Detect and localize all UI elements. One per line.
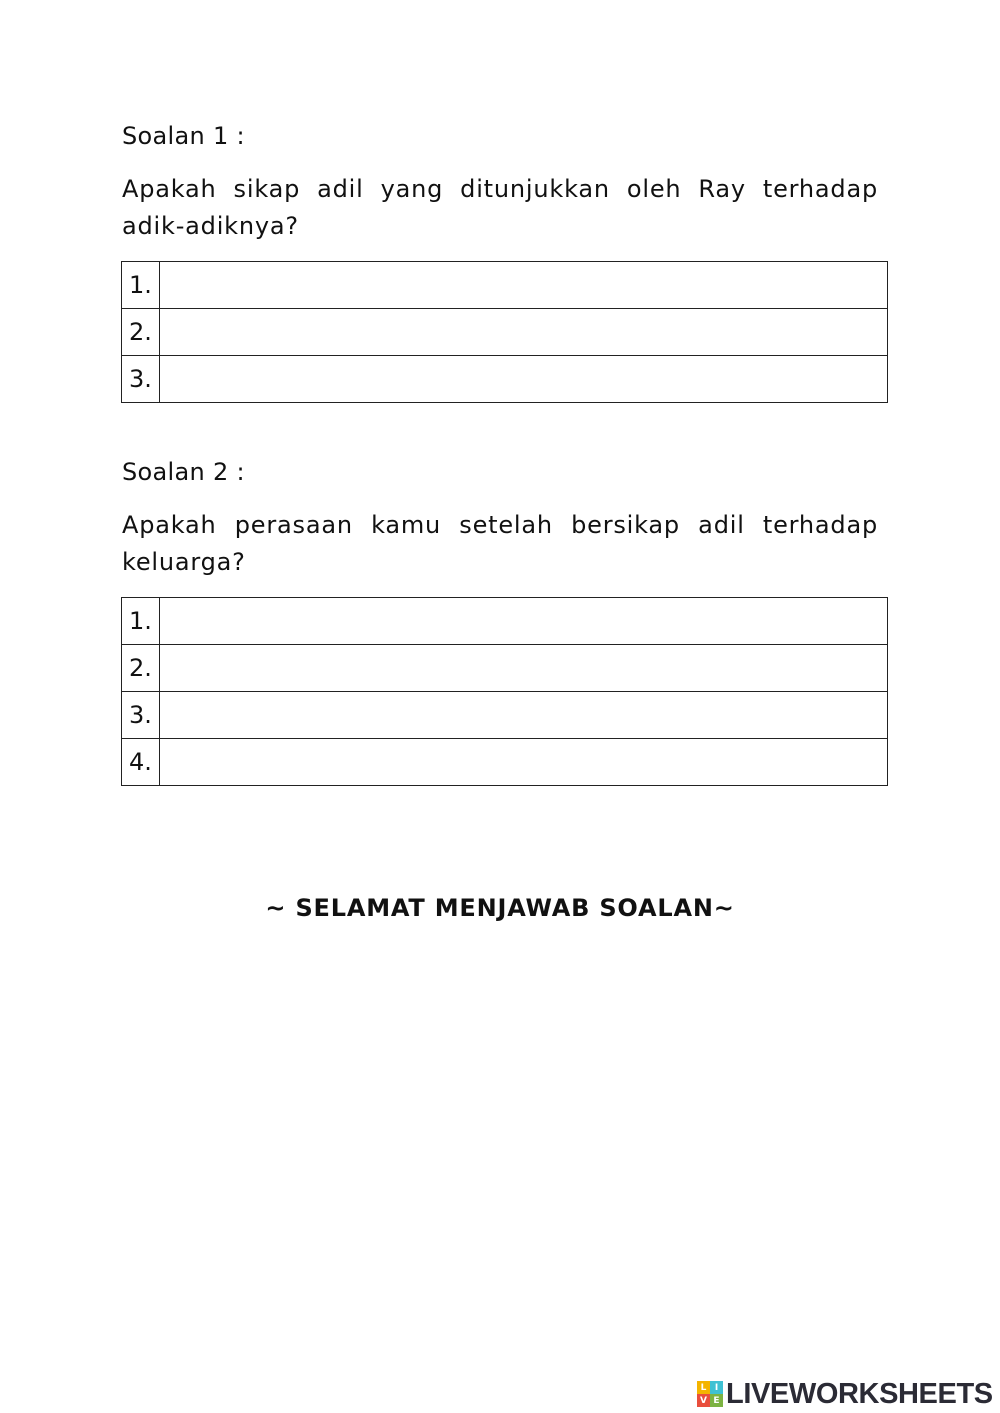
row-number: 1. [122,598,160,645]
table-row [122,356,888,403]
answer-field-2[interactable] [160,645,888,692]
row-number: 3. [122,692,160,739]
logo-tile: V [697,1394,710,1407]
table-row [122,262,888,309]
closing-message: ~ SELAMAT MENJAWAB SOALAN~ [265,894,735,922]
answer-field-3[interactable] [160,356,888,403]
row-number: 2. [122,309,160,356]
logo-tile: L [697,1381,710,1394]
question-1-text: Apakah sikap adil yang ditunjukkan oleh Ray terhadap adik-adiknya? [122,175,878,240]
logo-tile: E [710,1394,723,1407]
question-2-answer-table [121,597,888,786]
logo-tile: I [710,1381,723,1394]
table-row [122,309,888,356]
answer-field-4[interactable] [160,739,888,786]
answer-field-2[interactable] [160,309,888,356]
table-row [122,692,888,739]
row-number: 4. [122,739,160,786]
question-2-label: Soalan 2 : [122,458,245,486]
row-number: 2. [122,645,160,692]
question-1-label: Soalan 1 : [122,122,245,150]
liveworksheets-brand [697,1377,993,1410]
row-number: 1. [122,262,160,309]
answer-field-3[interactable] [160,692,888,739]
table-row [122,598,888,645]
question-2-text: Apakah perasaan kamu setelah bersikap adil terhadap keluarga? [122,511,878,576]
table-row [122,645,888,692]
table-row [122,739,888,786]
answer-field-1[interactable] [160,262,888,309]
liveworksheets-logo-icon [697,1381,723,1407]
question-1-answer-table [121,261,888,403]
row-number: 3. [122,356,160,403]
answer-field-1[interactable] [160,598,888,645]
brand-text: LIVEWORKSHEETS [726,1377,993,1410]
